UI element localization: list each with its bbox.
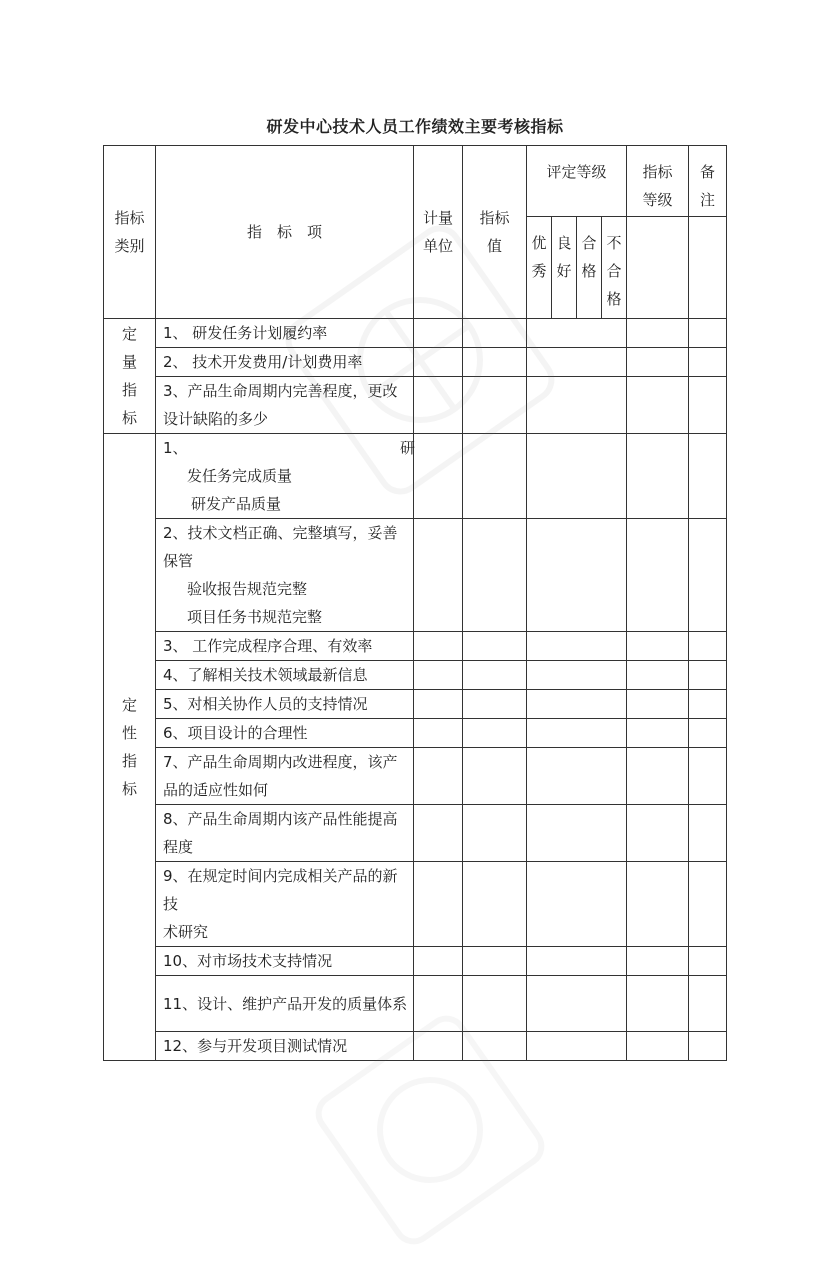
cell-unit bbox=[414, 348, 463, 377]
cell-remark bbox=[689, 947, 727, 976]
cell-unit bbox=[414, 976, 463, 1032]
cell-remark bbox=[689, 377, 727, 434]
cell-value bbox=[463, 319, 527, 348]
header-item: 指 标 项 bbox=[156, 146, 414, 319]
cell-level bbox=[627, 862, 689, 947]
cell-remark bbox=[689, 862, 727, 947]
kpi-table bbox=[103, 145, 727, 1061]
table-row bbox=[104, 719, 727, 748]
table-row bbox=[104, 748, 727, 805]
qual-item-1-line3: 研发产品质量 bbox=[191, 495, 282, 513]
cell-value bbox=[463, 377, 527, 434]
cell-remark bbox=[689, 805, 727, 862]
cell-rating bbox=[527, 632, 627, 661]
qual-item-8: 8、产品生命周期内该产品性能提高程度 bbox=[156, 805, 414, 862]
cell-value bbox=[463, 748, 527, 805]
cell-unit bbox=[414, 1032, 463, 1061]
cell-level bbox=[627, 434, 689, 519]
cell-level bbox=[627, 748, 689, 805]
cell-level bbox=[627, 519, 689, 632]
quant-item-1: 1、 研发任务计划履约率 bbox=[156, 319, 414, 348]
header-level: 指标等级 bbox=[627, 146, 689, 217]
category-quantitative: 定量指标 bbox=[104, 319, 156, 434]
qual-item-1-char: 研 bbox=[399, 439, 415, 457]
table-row bbox=[104, 862, 727, 947]
cell-rating bbox=[527, 348, 627, 377]
header-value: 指标值 bbox=[463, 146, 527, 319]
qual-item-2 bbox=[156, 519, 414, 632]
table-row bbox=[104, 805, 727, 862]
header-remark: 备注 bbox=[689, 146, 727, 217]
header-row-1 bbox=[104, 146, 727, 217]
cell-unit bbox=[414, 947, 463, 976]
cell-remark bbox=[689, 719, 727, 748]
cell-level bbox=[627, 632, 689, 661]
cell-remark bbox=[689, 519, 727, 632]
cell-unit bbox=[414, 434, 463, 519]
cell-value bbox=[463, 690, 527, 719]
cell-remark bbox=[689, 1032, 727, 1061]
qual-item-10: 10、对市场技术支持情况 bbox=[156, 947, 414, 976]
header-rating-good: 良好 bbox=[552, 217, 577, 319]
cell-rating bbox=[527, 377, 627, 434]
cell-rating bbox=[527, 719, 627, 748]
cell-remark bbox=[689, 661, 727, 690]
cell-value bbox=[463, 519, 527, 632]
cell-unit bbox=[414, 319, 463, 348]
header-rating-fail: 不合格 bbox=[602, 217, 627, 319]
qual-item-11: 11、设计、维护产品开发的质量体系 bbox=[156, 976, 414, 1032]
cell-value bbox=[463, 976, 527, 1032]
cell-level bbox=[627, 377, 689, 434]
cell-value bbox=[463, 862, 527, 947]
qual-item-1-line2: 发任务完成质量 bbox=[187, 467, 293, 485]
header-rating-excellent: 优秀 bbox=[527, 217, 552, 319]
cell-level bbox=[627, 976, 689, 1032]
cell-unit bbox=[414, 719, 463, 748]
table-row bbox=[104, 434, 727, 519]
qual-item-2-line2: 验收报告规范完整 bbox=[187, 580, 308, 598]
cell-unit bbox=[414, 748, 463, 805]
empty-cell bbox=[627, 217, 689, 319]
qual-item-6: 6、项目设计的合理性 bbox=[156, 719, 414, 748]
cell-value bbox=[463, 719, 527, 748]
category-qualitative: 定性指标 bbox=[104, 434, 156, 1061]
cell-rating bbox=[527, 862, 627, 947]
table-row bbox=[104, 661, 727, 690]
cell-unit bbox=[414, 862, 463, 947]
header-rating: 评定等级 bbox=[527, 146, 627, 217]
cell-unit bbox=[414, 377, 463, 434]
cell-level bbox=[627, 348, 689, 377]
table-row bbox=[104, 632, 727, 661]
qual-item-4: 4、了解相关技术领域最新信息 bbox=[156, 661, 414, 690]
cell-level bbox=[627, 947, 689, 976]
cell-remark bbox=[689, 632, 727, 661]
qual-item-9-line2: 术研究 bbox=[163, 923, 209, 941]
cell-remark bbox=[689, 976, 727, 1032]
table-row bbox=[104, 690, 727, 719]
cell-value bbox=[463, 947, 527, 976]
cell-value bbox=[463, 1032, 527, 1061]
cell-rating bbox=[527, 690, 627, 719]
qual-item-1-line1: 1、 bbox=[163, 439, 188, 457]
cell-remark bbox=[689, 348, 727, 377]
table-row bbox=[104, 976, 727, 1032]
qual-item-7: 7、产品生命周期内改进程度，该产品的适应性如何 bbox=[156, 748, 414, 805]
cell-rating bbox=[527, 805, 627, 862]
cell-unit bbox=[414, 805, 463, 862]
cell-remark bbox=[689, 319, 727, 348]
cell-level bbox=[627, 1032, 689, 1061]
cell-rating bbox=[527, 319, 627, 348]
table-row bbox=[104, 377, 727, 434]
table-row bbox=[104, 319, 727, 348]
cell-rating bbox=[527, 519, 627, 632]
cell-level bbox=[627, 719, 689, 748]
qual-item-3: 3、 工作完成程序合理、有效率 bbox=[156, 632, 414, 661]
cell-rating bbox=[527, 976, 627, 1032]
quant-item-2: 2、 技术开发费用/计划费用率 bbox=[156, 348, 414, 377]
table-row bbox=[104, 519, 727, 632]
header-rating-pass: 合格 bbox=[577, 217, 602, 319]
cell-level bbox=[627, 805, 689, 862]
cell-value bbox=[463, 632, 527, 661]
cell-level bbox=[627, 690, 689, 719]
header-unit: 计量单位 bbox=[414, 146, 463, 319]
cell-rating bbox=[527, 661, 627, 690]
qual-item-12: 12、参与开发项目测试情况 bbox=[156, 1032, 414, 1061]
cell-rating bbox=[527, 1032, 627, 1061]
cell-value bbox=[463, 348, 527, 377]
table-row bbox=[104, 1032, 727, 1061]
cell-unit bbox=[414, 690, 463, 719]
cell-remark bbox=[689, 690, 727, 719]
qual-item-9-line1: 9、在规定时间内完成相关产品的新技 bbox=[163, 867, 398, 913]
empty-cell bbox=[689, 217, 727, 319]
table-row bbox=[104, 947, 727, 976]
cell-level bbox=[627, 319, 689, 348]
qual-item-2-line1: 2、技术文档正确、完整填写，妥善保管 bbox=[163, 524, 398, 570]
cell-rating bbox=[527, 947, 627, 976]
cell-value bbox=[463, 434, 527, 519]
cell-unit bbox=[414, 519, 463, 632]
qual-item-2-line3: 项目任务书规范完整 bbox=[187, 608, 323, 626]
document-title: 研发中心技术人员工作绩效主要考核指标 bbox=[266, 117, 564, 136]
cell-remark bbox=[689, 434, 727, 519]
cell-value bbox=[463, 805, 527, 862]
header-category: 指标类别 bbox=[104, 146, 156, 319]
cell-unit bbox=[414, 661, 463, 690]
table-row bbox=[104, 348, 727, 377]
qual-item-1 bbox=[156, 434, 414, 519]
cell-value bbox=[463, 661, 527, 690]
cell-remark bbox=[689, 748, 727, 805]
cell-unit bbox=[414, 632, 463, 661]
qual-item-5: 5、对相关协作人员的支持情况 bbox=[156, 690, 414, 719]
quant-item-3: 3、产品生命周期内完善程度，更改设计缺陷的多少 bbox=[156, 377, 414, 434]
cell-rating bbox=[527, 748, 627, 805]
cell-level bbox=[627, 661, 689, 690]
qual-item-9 bbox=[156, 862, 414, 947]
cell-rating bbox=[527, 434, 627, 519]
